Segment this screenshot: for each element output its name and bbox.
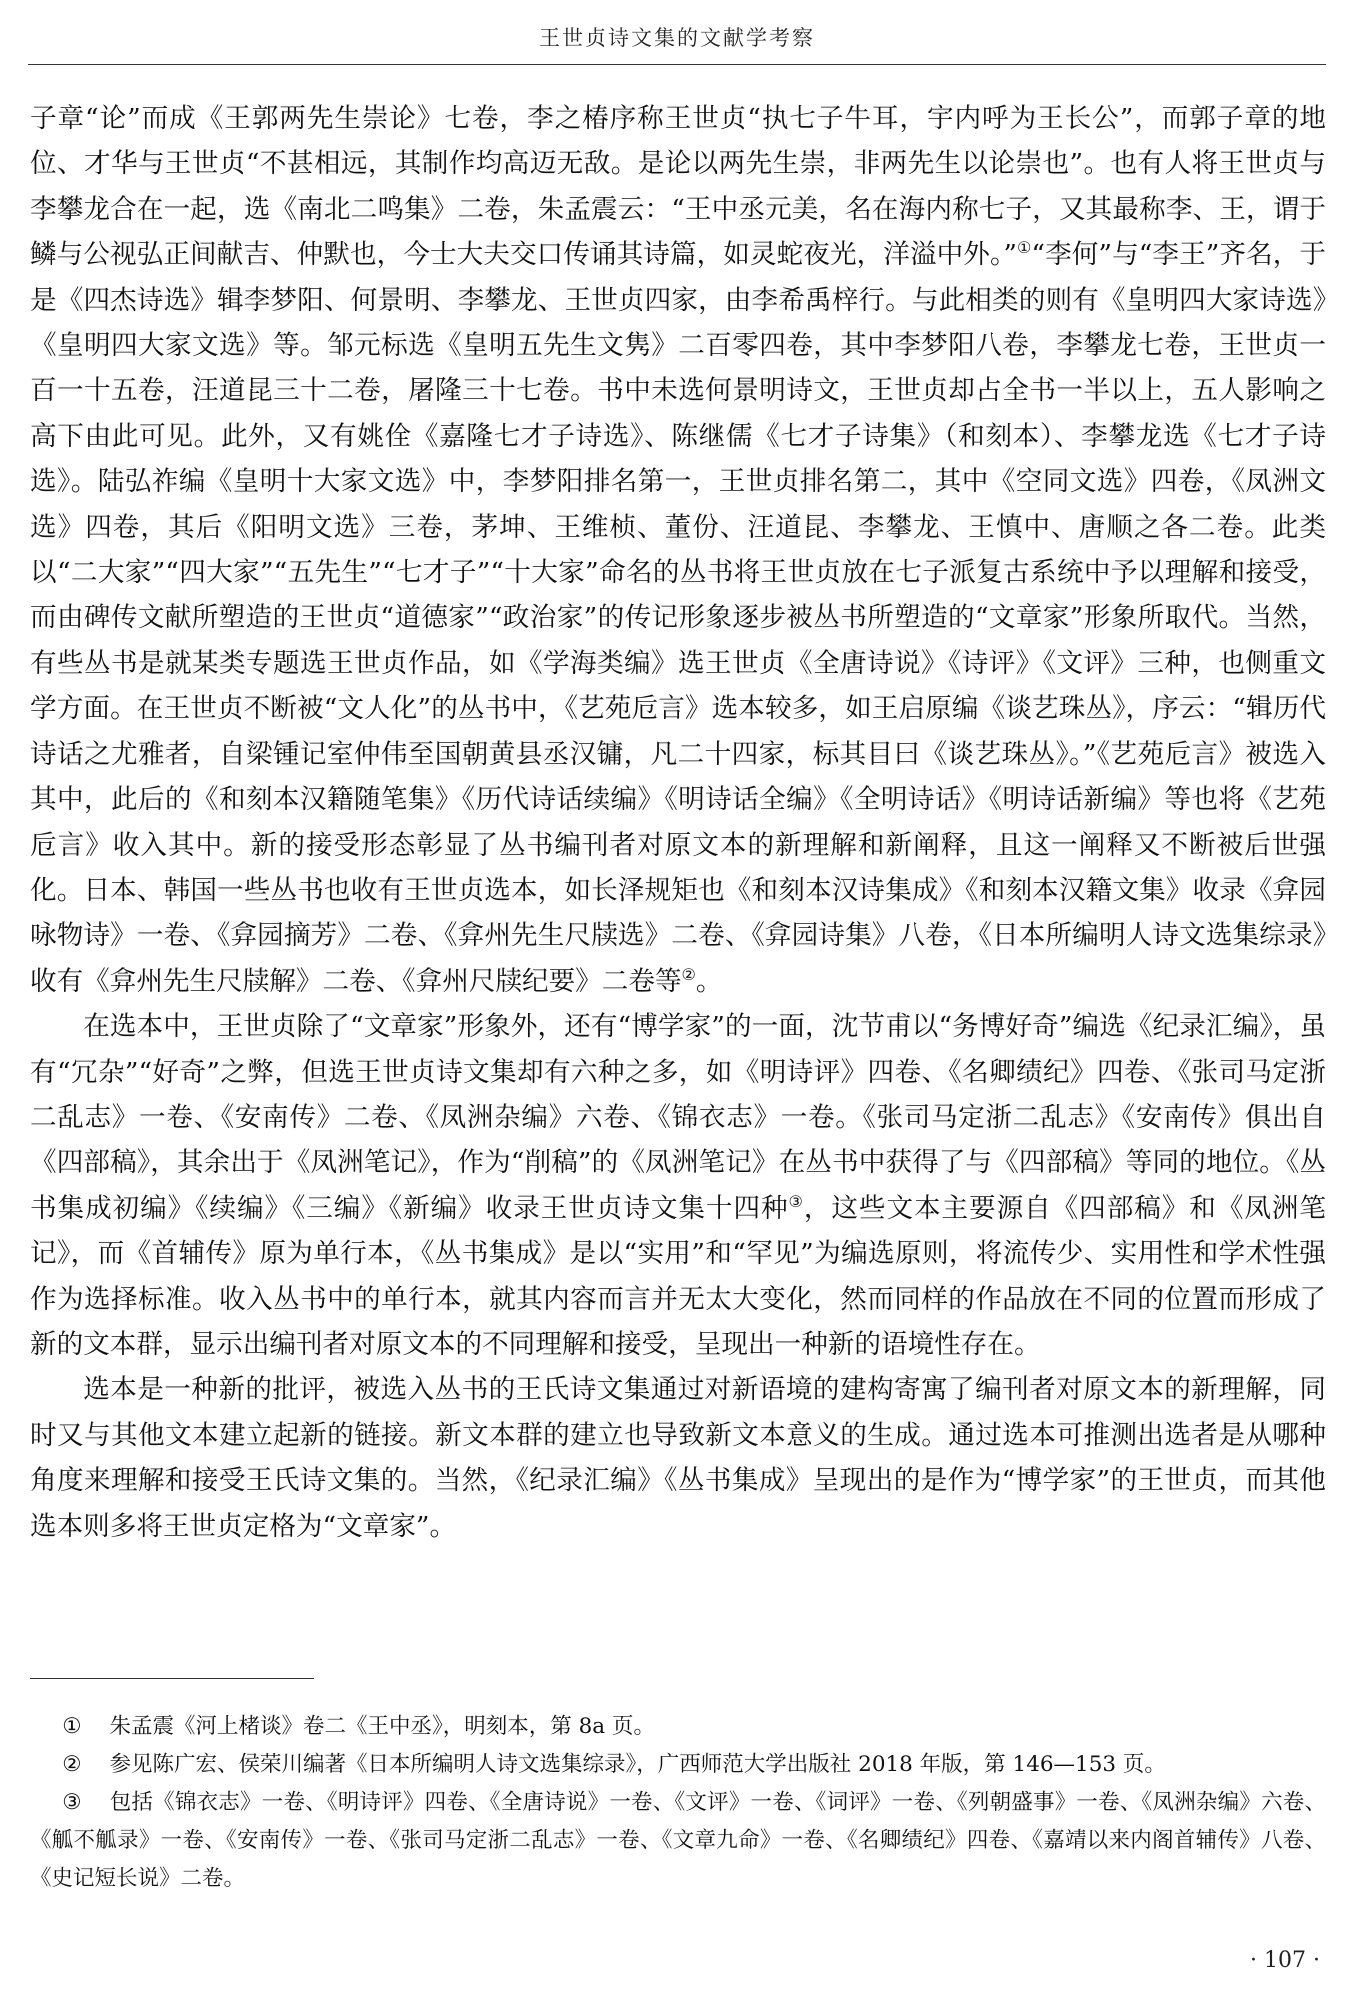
page-number: · 107 · <box>1250 1948 1320 1973</box>
paragraph-1-text-c: 。 <box>695 965 723 997</box>
paragraph-2-text-a: 在选本中，王世贞除了“文章家”形象外，还有“博学家”的一面，沈节甫以“务博好奇”编选《纪录汇编》，虽有“冗杂”“好奇”之弊，但选王世贞诗文集却有六种之多，如《明诗评》四卷、《名卿绩纪》四卷、《张司马定浙二乱志》一卷、《安南传》二卷、《凤洲杂编》六卷、《锦衣志》一卷。《张司马定浙二乱志》《安南传》俱出自《四部稿》，其余出于《凤洲笔记》，作为“削稿”的《凤洲笔记》在丛书中获得了与《四部稿》等同的地位。《丛书集成初编》《续编》《三编》《新编》收录王世贞诗文集十四种 <box>30 1011 1326 1224</box>
paragraph-1-text-b: “李何”与“李王”齐名，于是《四杰诗选》辑李梦阳、何景明、李攀龙、王世贞四家，由李希禹梓行。与此相类的则有《皇明四大家诗选》《皇明四大家文选》等。邹元标选《皇明五先生文隽》二百零四卷，其中李梦阳八卷，李攀龙七卷，王世贞一百一十五卷，汪道昆三十二卷，屠隆三十七卷。书中未选何景明诗文，王世贞却占全书一半以上，五人影响之高下由此可见。此外，又有姚佺《嘉隆七才子诗选》、陈继儒《七才子诗集》（和刻本）、李攀龙选《七才子诗选》。陆弘祚编《皇明十大家文选》中，李梦阳排名第一，王世贞排名第二，其中《空同文选》四卷，《凤洲文选》四卷，其后《阳明文选》三卷，茅坤、王维桢、董份、汪道昆、李攀龙、王慎中、唐顺之各二卷。此类以“二大家”“四大家”“五先生”“七才子”“十大家”命名的丛书将王世贞放在七子派复古系统中予以理解和接受，而由碑传文献所塑造的王世贞“道德家”“政治家”的传记形象逐步被丛书所塑造的“文章家”形象所取代。当然，有些丛书是就某类专题选王世贞作品，如《学海类编》选王世贞《全唐诗说》《诗评》《文评》三种，也侧重文学方面。在王世贞不断被“文人化”的丛书中，《艺苑卮言》选本较多，如王启原编《谈艺珠丛》，序云：“辑历代诗话之尤雅者，自梁锺记室仲伟至国朝黄县丞汉镛，凡二十四家，标其目曰《谈艺珠丛》。”《艺苑卮言》被选入其中，此后的《和刻本汉籍随笔集》《历代诗话续编》《明诗话全编》《全明诗话》《明诗话新编》等也将《艺苑卮言》收入其中。新的接受形态彰显了丛书编刊者对原文本的新理解和新阐释，且这一阐释又不断被后世强化。日本、韩国一些丛书也收有王世贞选本，如长泽规矩也《和刻本汉诗集成》《和刻本汉籍文集》收录《弇园咏物诗》一卷、《弇园摘芳》二卷、《弇州先生尺牍选》二卷、《弇园诗集》八卷，《日本所编明人诗文选集综录》收有《弇州先生尺牍解》二卷、《弇州尺牍纪要》二卷等 <box>30 239 1327 997</box>
footnote-3 <box>30 1784 1326 1898</box>
footnote-1-text: 朱孟震《河上楮谈》卷二《王中丞》，明刻本，第 8a 页。 <box>109 1714 655 1739</box>
footnote-ref-2[interactable]: ② <box>681 964 696 984</box>
paragraph-3-text: 选本是一种新的批评，被选入丛书的王氏诗文集通过对新语境的建构寄寓了编刊者对原文本的新理解，同时又与其他文本建立起新的链接。新文本群的建立也导致新文本意义的生成。通过选本可推测出选者是从哪种角度来理解和接受王氏诗文集的。当然，《纪录汇编》《丛书集成》呈现出的是作为“博学家”的王世贞，而其他选本则多将王世贞定格为“文章家”。 <box>30 1374 1326 1542</box>
footnote-ref-1[interactable]: ① <box>1016 238 1032 258</box>
footnote-2-mark: ② <box>62 1752 82 1777</box>
paragraph-1 <box>30 96 1326 1004</box>
footnote-2-text: 参见陈广宏、侯荣川编著《日本所编明人诗文选集综录》，广西师范大学出版社 2018 年版，第 146—153 页。 <box>109 1752 1166 1777</box>
running-header: 王世贞诗文集的文献学考察 <box>539 26 815 50</box>
footnote-ref-3[interactable]: ③ <box>788 1191 804 1211</box>
footnote-2 <box>30 1746 1326 1784</box>
footnote-1-mark: ① <box>62 1714 82 1739</box>
header-rule <box>28 64 1326 65</box>
paragraph-1-text-a: 子章“论”而成《王郭两先生崇论》七卷，李之椿序称王世贞“执七子牛耳，宇内呼为王长公”，而郭子章的地位、才华与王世贞“不甚相远，其制作均高迈无敌。是论以两先生崇，非两先生以论崇也”。也有人将王世贞与李攀龙合在一起，选《南北二鸣集》二卷，朱孟震云：“王中丞元美，名在海内称七子，又其最称李、王，谓于鳞与公视弘正间献吉、仲默也，今士大夫交口传诵其诗篇，如灵蛇夜光，洋溢中外。” <box>30 103 1326 271</box>
paragraph-3 <box>30 1367 1326 1549</box>
footnote-3-mark: ③ <box>62 1790 82 1815</box>
footnote-3-text: 包括《锦衣志》一卷、《明诗评》四卷、《全唐诗说》一卷、《文评》一卷、《词评》一卷、《列朝盛事》一卷、《凤洲杂编》六卷、《觚不觚录》一卷、《安南传》一卷、《张司马定浙二乱志》一卷、《文章九命》一卷、《名卿绩纪》四卷、《嘉靖以来内阁首辅传》八卷、《史记短长说》二卷。 <box>30 1790 1326 1891</box>
footnotes <box>30 1708 1326 1898</box>
footnote-1 <box>30 1708 1326 1746</box>
main-text <box>30 96 1326 1549</box>
paragraph-2 <box>30 1004 1326 1367</box>
footnote-rule <box>30 1678 314 1679</box>
paragraph-2-text-b: ，这些文本主要源自《四部稿》和《凤洲笔记》，而《首辅传》原为单行本，《丛书集成》是以“实用”和“罕见”为编选原则，将流传少、实用性和学术性强作为选择标准。收入丛书中的单行本，就其内容而言并无太大变化，然而同样的作品放在不同的位置而形成了新的文本群，显示出编刊者对原文本的不同理解和接受，呈现出一种新的语境性存在。 <box>30 1192 1327 1360</box>
